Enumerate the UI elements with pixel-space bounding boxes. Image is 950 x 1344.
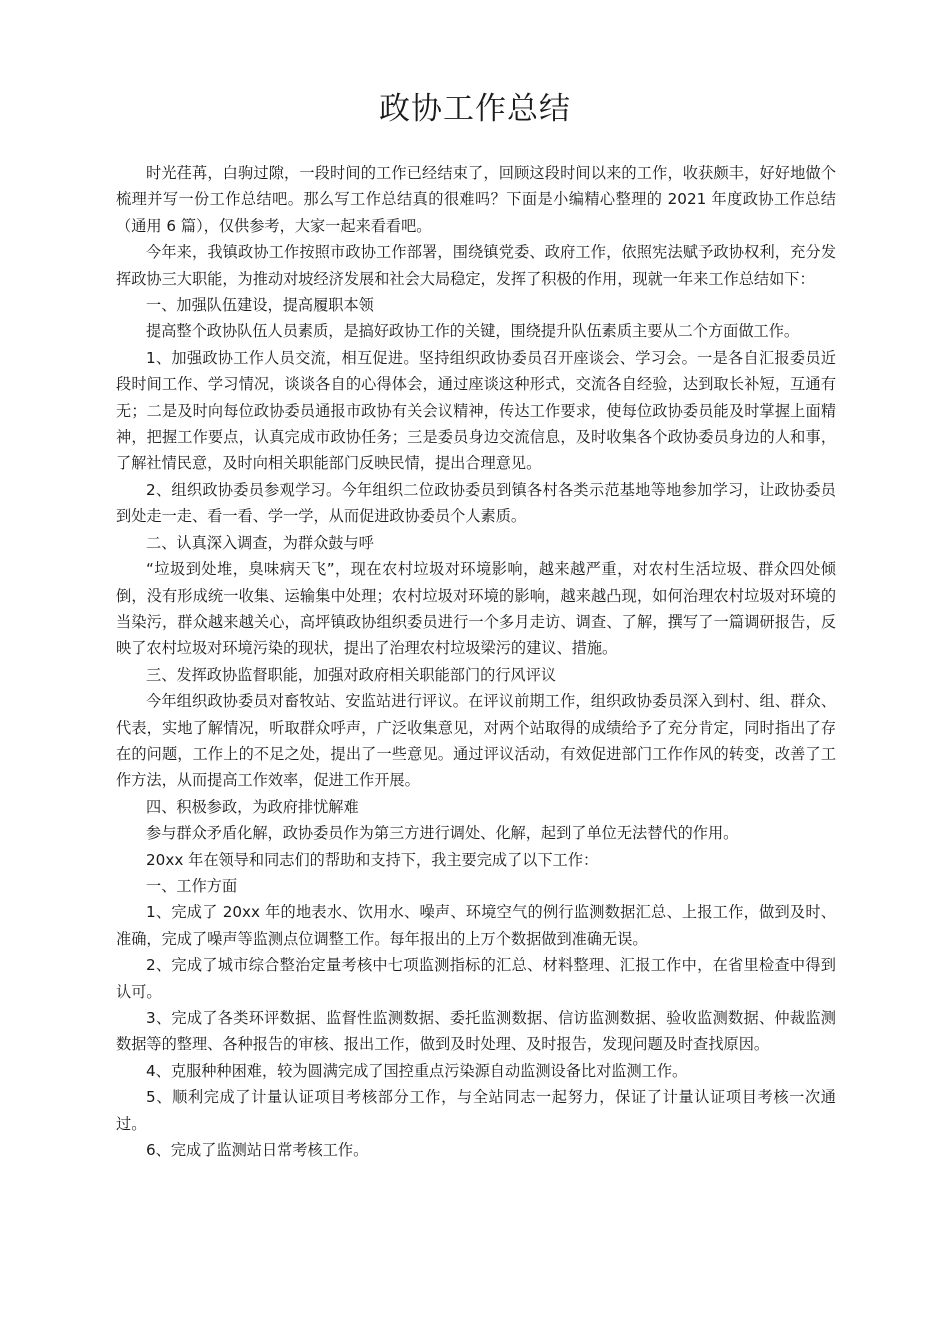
- section-heading: 二、认真深入调查，为群众鼓与呼: [146, 533, 374, 552]
- section-heading: 三、发挥政协监督职能，加强对政府相关职能部门的行风评议: [146, 665, 557, 684]
- list-item: 5、顺利完成了计量认证项目考核部分工作，与全站同志一起努力，保证了计量认证项目考核一次通过。: [116, 1088, 836, 1133]
- document-title: 政协工作总结: [379, 91, 571, 127]
- list-item: 2、完成了城市综合整治定量考核中七项监测指标的汇总、材料整理、汇报工作中，在省里检查中得到认可。: [116, 956, 836, 1001]
- list-item: 3、完成了各类环评数据、监督性监测数据、委托监测数据、信访监测数据、验收监测数据、仲裁监测数据等的整理、各种报告的审核、报出工作，做到及时处理、及时报告，发现问题及时查找原因。: [116, 1009, 836, 1054]
- paragraph: 参与群众矛盾化解，政协委员作为第三方进行调处、化解，起到了单位无法替代的作用。: [146, 824, 739, 843]
- document-body: [116, 160, 836, 1163]
- section-heading: 四、积极参政，为政府排忧解难: [146, 797, 359, 816]
- list-item: 1、加强政协工作人员交流，相互促进。坚持组织政协委员召开座谈会、学习会。一是各自汇报委员近段时间工作、学习情况，谈谈各自的心得体会，通过座谈这种形式，交流各自经验，达到取长补短，互通有无；二是及时向每位政协委员通报市政协有关会议精神，传达工作要求，使每位政协委员能及时掌握上面精神，把握工作要点，认真完成市政协任务；三是委员身边交流信息，及时收集各个政协委员身边的人和事，了解社情民意，及时向相关职能部门反映民情，提出合理意见。: [116, 348, 836, 473]
- paragraph: 20xx 年在领导和同志们的帮助和支持下，我主要完成了以下工作：: [146, 850, 599, 869]
- section-heading: 一、工作方面: [146, 876, 238, 895]
- paragraph: 今年组织政协委员对畜牧站、安监站进行评议。在评议前期工作，组织政协委员深入到村、组、群众、代表，实地了解情况，听取群众呼声，广泛收集意见，对两个站取得的成绩给予了充分肯定，同时指出了存在的问题，工作上的不足之处，提出了一些意见。通过评议活动，有效促进部门工作作风的转变，改善了工作方法，从而提高工作效率，促进工作开展。: [116, 692, 836, 790]
- list-item: 1、完成了 20xx 年的地表水、饮用水、噪声、环境空气的例行监测数据汇总、上报工作，做到及时、准确，完成了噪声等监测点位调整工作。每年报出的上万个数据做到准确无误。: [116, 903, 836, 948]
- paragraph-overview: 今年来，我镇政协工作按照市政协工作部署，围绕镇党委、政府工作，依照宪法赋予政协权利，充分发挥政协三大职能，为推动对坡经济发展和社会大局稳定，发挥了积极的作用，现就一年来工作总结如下：: [116, 243, 836, 288]
- paragraph-intro: 时光荏苒，白驹过隙，一段时间的工作已经结束了，回顾这段时间以来的工作，收获颇丰，好好地做个梳理并写一份工作总结吧。那么写工作总结真的很难吗？下面是小编精心整理的 2021 年度政协工作总结（通用 6 篇），仅供参考，大家一起来看看吧。: [116, 164, 836, 235]
- paragraph: 提高整个政协队伍人员素质，是搞好政协工作的关键，围绕提升队伍素质主要从二个方面做工作。: [146, 322, 800, 341]
- paragraph: “垃圾到处堆，臭味病天飞”，现在农村垃圾对环境影响，越来越严重，对农村生活垃圾、群众四处倾倒，没有形成统一收集、运输集中处理；农村垃圾对环境的影响，越来越凸现，如何治理农村垃圾对环境的当染污，群众越来越关心，高坪镇政协组织委员进行一个多月走访、调查、了解，撰写了一篇调研报告，反映了农村垃圾对环境污染的现状，提出了治理农村垃圾梁污的建议、措施。: [116, 560, 836, 658]
- list-item: 2、组织政协委员参观学习。今年组织二位政协委员到镇各村各类示范基地等地参加学习，让政协委员到处走一走、看一看、学一学，从而促进政协委员个人素质。: [116, 480, 836, 526]
- list-item: 4、克服种种困难，较为圆满完成了国控重点污染源自动监测设备比对监测工作。: [146, 1061, 688, 1080]
- section-heading: 一、加强队伍建设，提高履职本领: [146, 296, 374, 315]
- list-item: 6、完成了监测站日常考核工作。: [146, 1141, 369, 1160]
